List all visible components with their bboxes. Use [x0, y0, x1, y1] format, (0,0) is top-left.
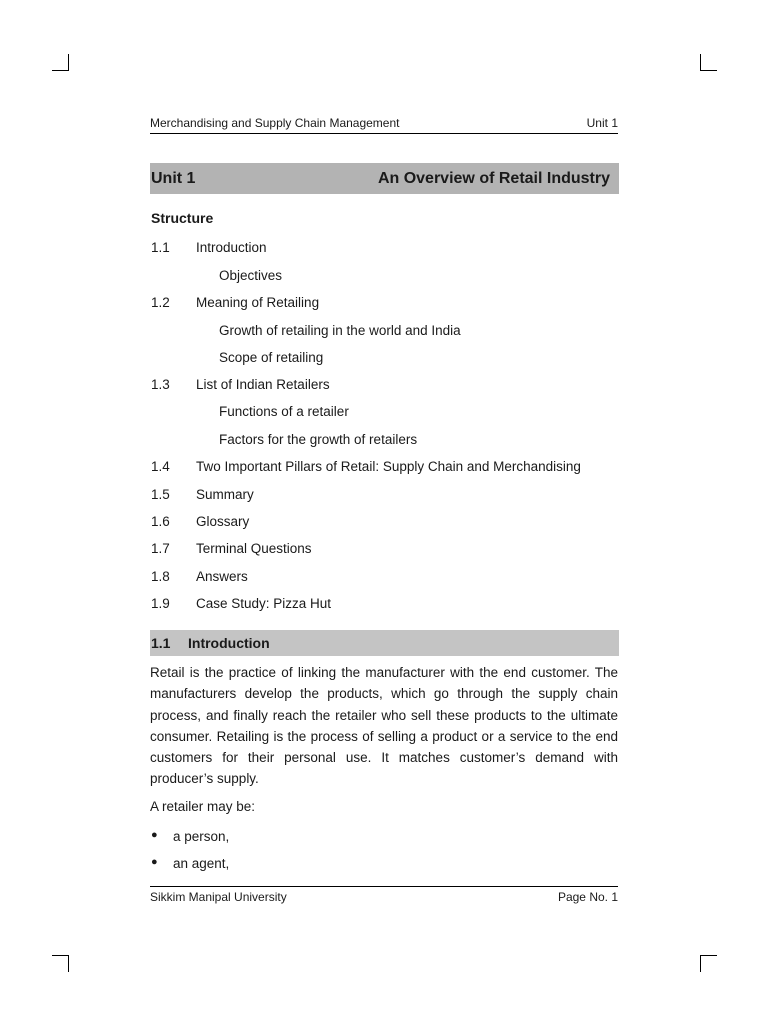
- footer-university: Sikkim Manipal University: [150, 890, 287, 904]
- crop-mark-top-left: [52, 54, 69, 71]
- toc-subentry: Factors for the growth of retailers: [219, 432, 418, 447]
- header-title: Merchandising and Supply Chain Management: [150, 116, 400, 130]
- bullet-item: [151, 829, 229, 844]
- toc-number: 1.3: [151, 377, 170, 392]
- retailer-intro-text: A retailer may be:: [150, 799, 256, 814]
- structure-heading: Structure: [151, 210, 214, 226]
- toc-label: Two Important Pillars of Retail: Supply Chain and Merchandising: [196, 459, 581, 474]
- toc-number: 1.7: [151, 541, 170, 556]
- toc-label: Terminal Questions: [196, 541, 312, 556]
- toc-subentry: Functions of a retailer: [219, 404, 349, 419]
- bullet-dot-icon: ●: [151, 829, 158, 841]
- toc-label: Case Study: Pizza Hut: [196, 596, 332, 611]
- bullet-item: [151, 856, 229, 871]
- unit-title: An Overview of Retail Industry: [377, 169, 610, 187]
- header-unit: Unit 1: [586, 116, 618, 130]
- crop-mark-bottom-left: [52, 955, 69, 972]
- toc-number: 1.5: [151, 487, 170, 502]
- page-footer: [150, 886, 618, 904]
- toc-number: 1.1: [151, 240, 170, 255]
- toc-number: 1.9: [151, 596, 170, 611]
- toc-number: 1.6: [151, 514, 170, 529]
- unit-label: Unit 1: [151, 169, 196, 187]
- toc-label: Introduction: [196, 240, 267, 255]
- toc-subentry: Objectives: [219, 268, 283, 283]
- crop-mark-bottom-right: [700, 955, 717, 972]
- toc-label: Answers: [196, 569, 248, 584]
- unit-title-banner: [150, 163, 619, 194]
- toc-number: 1.2: [151, 295, 170, 310]
- toc-number: 1.8: [151, 569, 170, 584]
- toc-subentry: Growth of retailing in the world and India: [219, 323, 461, 338]
- bullet-dot-icon: ●: [151, 856, 158, 868]
- toc-label: List of Indian Retailers: [196, 377, 330, 392]
- crop-mark-top-right: [700, 54, 717, 71]
- section-heading-banner: [150, 630, 619, 656]
- toc-number: 1.4: [151, 459, 170, 474]
- bullet-text: an agent,: [173, 856, 230, 871]
- toc-label: Meaning of Retailing: [196, 295, 320, 310]
- toc-label: Summary: [196, 487, 254, 502]
- bullet-text: a person,: [173, 829, 230, 844]
- section-number: 1.1: [151, 635, 171, 651]
- section-title: Introduction: [188, 635, 270, 651]
- intro-paragraph: Retail is the practice of linking the manufacturer with the end customer. The manufacturers develop the products, which go through the supply chain process, and finally reach the retailer who sell these products to the ultimate consumer. Retailing is the process of selling a product or a service to the end customers for their personal use. It matches customer’s demand with producer’s supply.: [150, 665, 618, 787]
- footer-page-number: Page No. 1: [557, 890, 618, 904]
- page-header: [150, 116, 618, 134]
- toc-subentry: Scope of retailing: [219, 350, 324, 365]
- toc-label: Glossary: [196, 514, 250, 529]
